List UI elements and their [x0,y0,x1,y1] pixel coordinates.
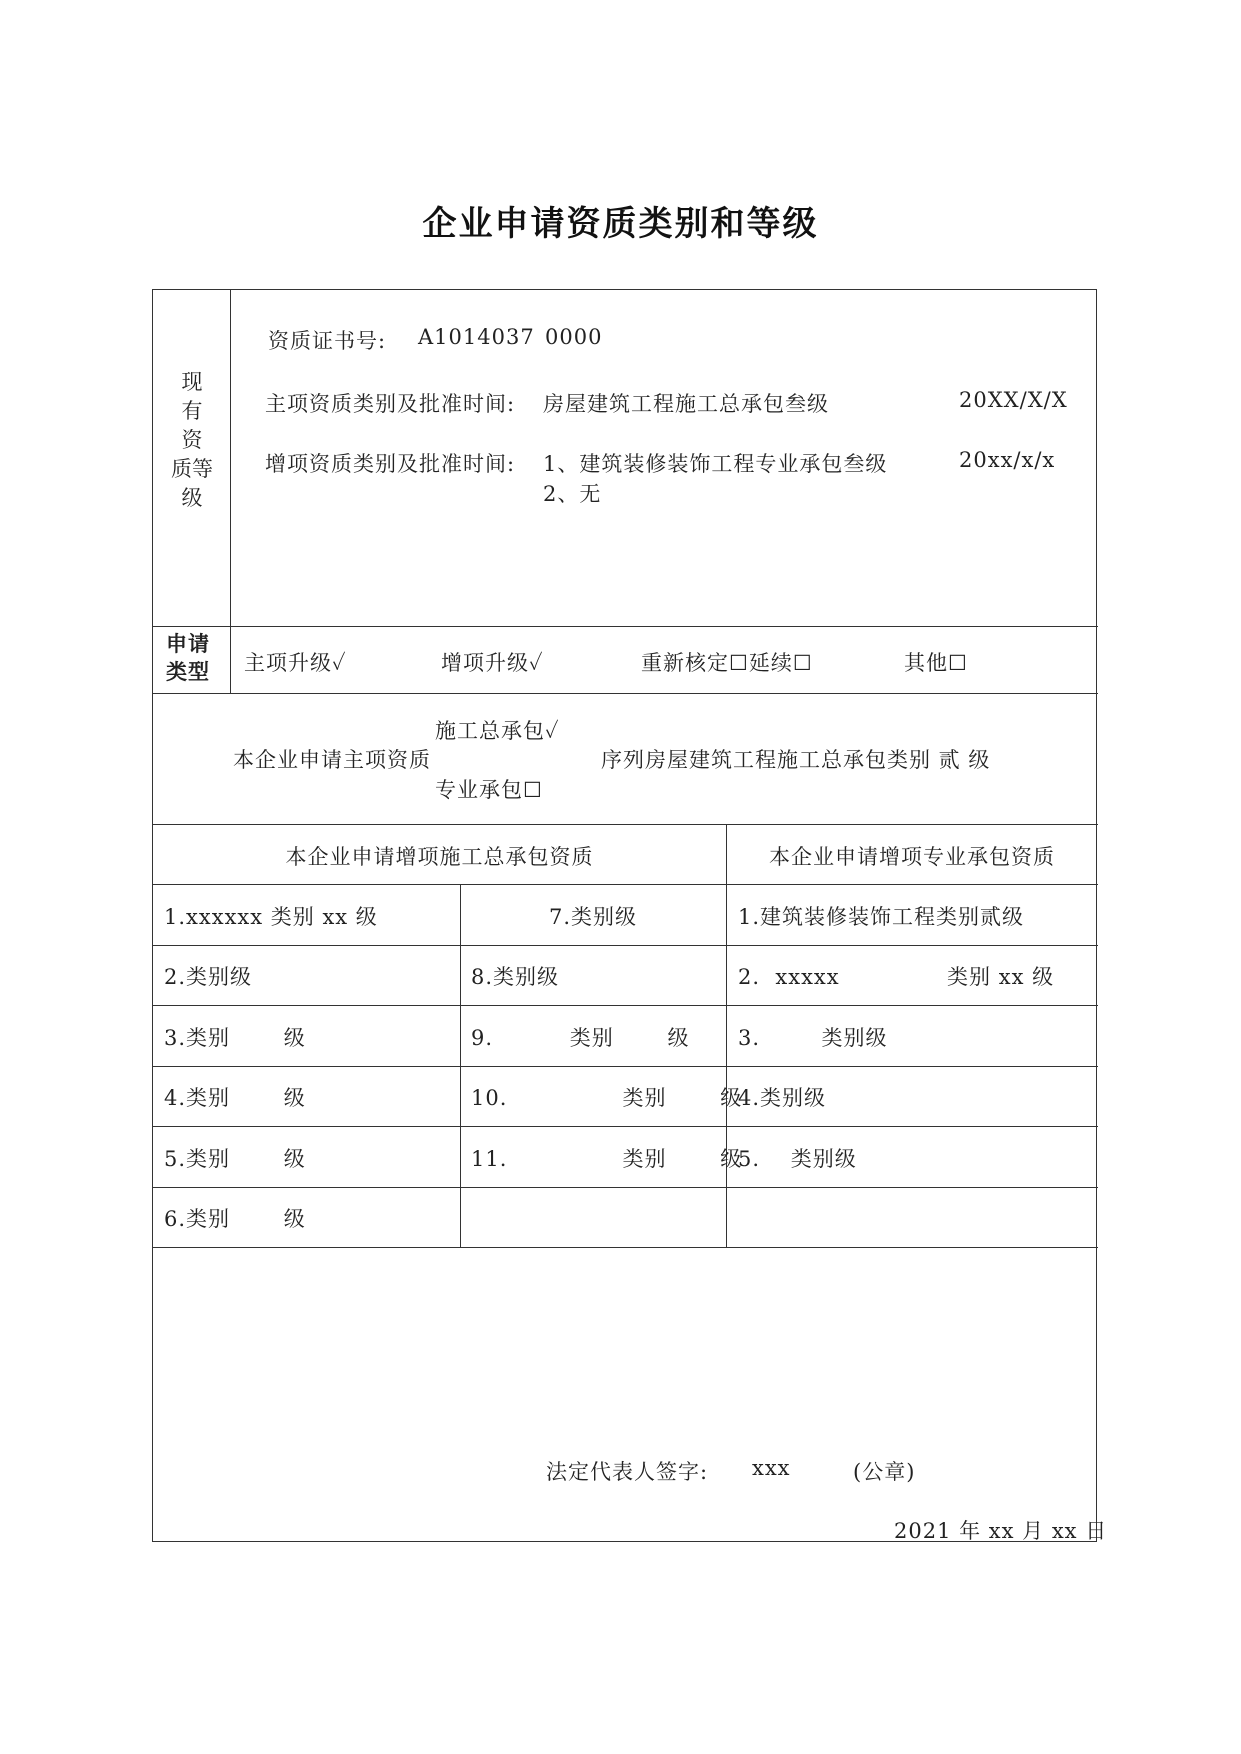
legal-rep-name: xxx [752,1456,791,1480]
column-divider [230,290,231,693]
general-item-5: 5.类别 级 [164,1147,306,1171]
general-item-10: 10. 类别 级 [471,1086,743,1110]
main-qualification-value: 房屋建筑工程施工总承包叁级 [543,392,829,416]
specialty-item-2: 2. xxxxx 类别 xx 级 [738,965,1055,989]
general-item-2: 2.类别级 [164,965,253,989]
column-divider [460,884,461,1247]
row-divider [153,824,1098,825]
main-apply-option-general-contract[interactable]: 施工总承包✓ [435,719,560,743]
row-divider [153,1247,1098,1248]
apply-type-additional-upgrade[interactable]: 增项升级✓ [441,651,544,675]
additional-qualification-value-1: 1、建筑装修装饰工程专业承包叁级 [543,452,888,476]
main-qualification-label: 主项资质类别及批准时间: [265,392,516,416]
general-item-8: 8.类别级 [471,965,560,989]
specialty-item-1: 1.建筑装修装饰工程类别贰级 [738,905,1025,929]
apply-type-main-upgrade[interactable]: 主项升级✓ [244,651,347,675]
general-item-11: 11. 类别 级 [471,1147,743,1171]
specialty-item-3: 3. 类别级 [738,1026,888,1050]
column-divider [726,824,727,1247]
general-item-3: 3.类别 级 [164,1026,306,1050]
header-additional-general: 本企业申请增项施工总承包资质 [285,845,594,869]
specialty-item-5: 5. 类别级 [738,1147,857,1171]
general-item-6: 6.类别 级 [164,1207,306,1231]
apply-type-label: 申请 类型 [166,632,210,684]
row-divider [153,1126,1098,1127]
specialty-item-4: 4.类别级 [738,1086,827,1110]
apply-type-reassess-extend[interactable]: 重新核定☐延续☐ [641,651,813,675]
row-divider [153,1187,1098,1188]
header-additional-specialty: 本企业申请增项专业承包资质 [769,845,1055,869]
row-divider [153,1066,1098,1067]
official-seal: (公章) [853,1460,916,1484]
signature-date: 2021 年 xx 月 xx 日 [894,1519,1108,1543]
general-item-4: 4.类别 级 [164,1086,306,1110]
application-form-table [152,289,1108,1543]
main-apply-suffix: 序列房屋建筑工程施工总承包类别 贰 级 [601,748,991,772]
legal-rep-signature-label: 法定代表人签字: [546,1460,709,1484]
existing-qualification-label: 现 有 资 质等 级 [171,370,213,510]
general-item-9: 9. 类别 级 [471,1026,690,1050]
main-qualification-date: 20XX/X/X [959,388,1068,412]
cert-number: A1014037 [418,325,535,349]
cert-label: 资质证书号: [268,329,387,353]
additional-qualification-label: 增项资质类别及批准时间: [265,452,516,476]
row-divider [153,1005,1098,1006]
additional-qualification-date-1: 20xx/x/x [959,448,1056,472]
row-divider [153,884,1098,885]
page-title: 企业申请资质类别和等级 [422,204,819,244]
general-item-7: 7.类别级 [548,905,638,929]
apply-type-other[interactable]: 其他☐ [904,651,968,675]
row-divider [153,626,1098,627]
row-divider [153,945,1098,946]
main-apply-prefix: 本企业申请主项资质 [233,748,431,772]
additional-qualification-value-2: 2、无 [543,482,602,506]
main-apply-option-specialty-contract[interactable]: 专业承包☐ [435,778,543,802]
cert-suffix: 0000 [545,325,603,349]
row-divider [153,693,1098,694]
general-item-1: 1.xxxxxx 类别 xx 级 [164,905,378,929]
